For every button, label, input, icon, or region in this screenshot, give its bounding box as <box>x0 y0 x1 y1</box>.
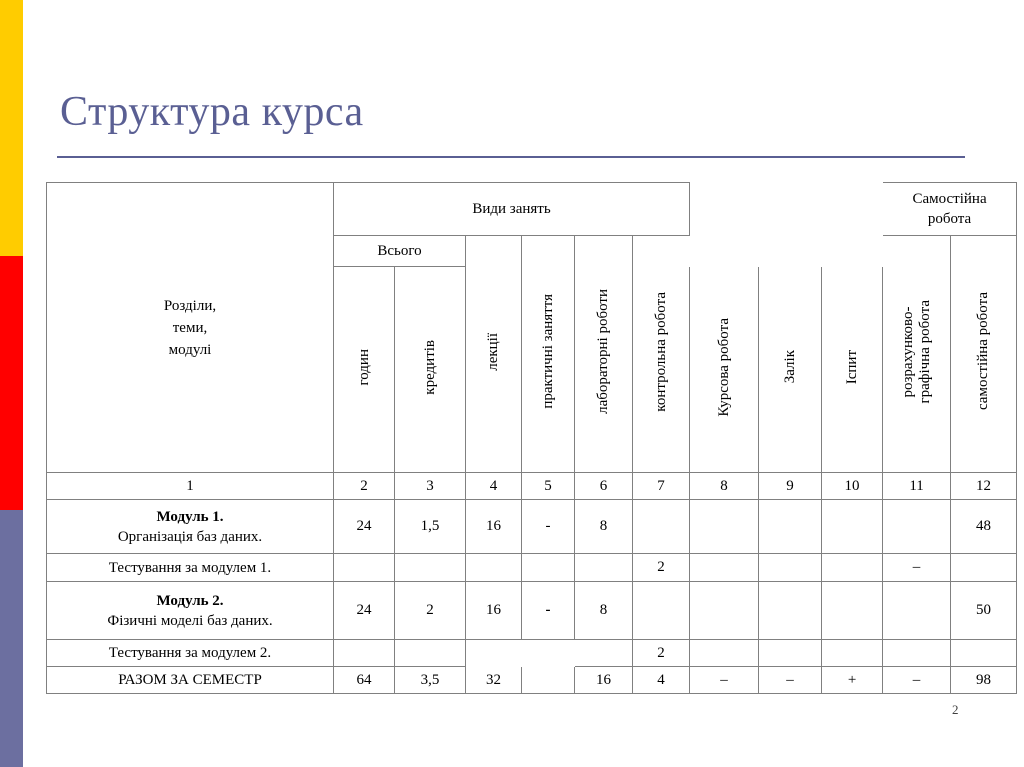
header-spacer-kursova <box>690 183 759 267</box>
row-label-module-1-bold: Модуль 1. <box>156 508 224 525</box>
header-label-kursova-robota: Курсова робота <box>715 317 732 417</box>
table-row <box>47 500 1017 554</box>
header-label-hodyn: годин <box>355 348 372 386</box>
header-cell-samostiyna-robota-group <box>883 183 1017 236</box>
header-cell-vsogo: Всього <box>334 236 466 267</box>
cell-m2-samostiyna: 50 <box>951 582 1017 640</box>
cell-total-lektsii: 32 <box>466 667 522 694</box>
cell-m1-kredytiv: 1,5 <box>395 500 466 554</box>
number-cell-2: 2 <box>334 473 395 500</box>
cell-m1-hodyn: 24 <box>334 500 395 554</box>
rgr-line-1: розрахунково- <box>899 305 916 398</box>
header-label-lektsii: лекції <box>485 332 501 371</box>
cell-m2-kursova <box>690 582 759 640</box>
number-cell-1: 1 <box>47 473 334 500</box>
table-header-row-groups <box>47 183 1017 236</box>
cell-t1-lektsii <box>466 554 522 582</box>
row-label-module-1 <box>47 500 334 554</box>
cell-t2-kontrolna: 2 <box>633 640 690 667</box>
cell-t1-hodyn <box>334 554 395 582</box>
header-label-samostiyna-robota: самостійна робота <box>975 292 992 411</box>
header-cell-praktychni-zanyattya <box>522 236 575 473</box>
cell-m1-praktychni: - <box>522 500 575 554</box>
cell-t1-laboratorni <box>575 554 633 582</box>
cell-m2-laboratorni: 8 <box>575 582 633 640</box>
number-cell-11: 11 <box>883 473 951 500</box>
cell-total-rgr: – <box>883 667 951 694</box>
cell-total-praktychni <box>522 667 575 694</box>
row-label-module-2-bold: Модуль 2. <box>156 592 224 609</box>
cell-t2-ispyt <box>822 640 883 667</box>
cell-t2-hodyn <box>334 640 395 667</box>
samostiyna-group-line-1: Самостійна <box>912 191 987 207</box>
header-label-ispyt: Іспит <box>843 349 860 385</box>
header-cell-hodyn <box>334 267 395 473</box>
cell-m1-rgr <box>883 500 951 554</box>
cell-m1-zalik <box>759 500 822 554</box>
row-label-module-1-rest: Організація баз даних. <box>117 528 263 545</box>
cell-t1-samostiyna <box>951 554 1017 582</box>
title-underline-rule <box>57 156 965 158</box>
cell-t2-rgr <box>883 640 951 667</box>
table-row <box>47 582 1017 640</box>
cell-t1-zalik <box>759 554 822 582</box>
row-label-test-2: Тестування за модулем 2. <box>47 640 334 667</box>
cell-t2-samostiyna <box>951 640 1017 667</box>
cell-t2-laboratorni <box>575 640 633 667</box>
cell-total-zalik: – <box>759 667 822 694</box>
row-label-test-1: Тестування за модулем 1. <box>47 554 334 582</box>
table-total-row <box>47 667 1017 694</box>
cell-total-kontrolna: 4 <box>633 667 690 694</box>
header-cell-kredytiv <box>395 267 466 473</box>
sidebar-band-red <box>0 256 23 510</box>
header-cell-laboratorni-roboty <box>575 236 633 473</box>
cell-t2-praktychni <box>522 640 575 667</box>
cell-t1-ispyt <box>822 554 883 582</box>
cell-total-ispyt: + <box>822 667 883 694</box>
cell-m1-lektsii: 16 <box>466 500 522 554</box>
header-line-3: модулі <box>168 341 212 358</box>
number-cell-9: 9 <box>759 473 822 500</box>
cell-m1-samostiyna: 48 <box>951 500 1017 554</box>
cell-t2-kursova <box>690 640 759 667</box>
cell-total-laboratorni: 16 <box>575 667 633 694</box>
sidebar-band-yellow <box>0 0 23 256</box>
header-cell-sections-themes-modules <box>47 183 334 473</box>
cell-m1-kontrolna <box>633 500 690 554</box>
row-label-module-2 <box>47 582 334 640</box>
cell-t1-kursova <box>690 554 759 582</box>
cell-total-kredytiv: 3,5 <box>395 667 466 694</box>
cell-m2-hodyn: 24 <box>334 582 395 640</box>
number-cell-6: 6 <box>575 473 633 500</box>
table-row <box>47 640 1017 667</box>
header-label-kontrolna-robota: контрольна робота <box>652 291 669 412</box>
header-cell-kontrolna-robota <box>633 236 690 473</box>
cell-total-kursova: – <box>690 667 759 694</box>
number-cell-5: 5 <box>522 473 575 500</box>
header-label-kredytiv: кредитів <box>421 339 438 395</box>
course-structure-table <box>46 182 1017 694</box>
cell-t1-praktychni <box>522 554 575 582</box>
cell-m1-ispyt <box>822 500 883 554</box>
header-line-1: Розділи, <box>163 297 217 314</box>
cell-m2-praktychni: - <box>522 582 575 640</box>
cell-m1-kursova <box>690 500 759 554</box>
header-line-2: теми, <box>172 319 208 336</box>
rgr-line-2: графічна робота <box>916 299 933 404</box>
cell-m1-laboratorni: 8 <box>575 500 633 554</box>
header-spacer-zalik <box>759 183 822 267</box>
number-cell-3: 3 <box>395 473 466 500</box>
cell-m2-kredytiv: 2 <box>395 582 466 640</box>
header-cell-zalik <box>759 267 822 473</box>
cell-m2-ispyt <box>822 582 883 640</box>
cell-t1-kredytiv <box>395 554 466 582</box>
table-number-row <box>47 473 1017 500</box>
samostiyna-group-line-2: робота <box>927 211 972 227</box>
header-cell-rozrakhunkovo-grafichna <box>883 236 951 473</box>
cell-m2-rgr <box>883 582 951 640</box>
number-cell-10: 10 <box>822 473 883 500</box>
number-cell-4: 4 <box>466 473 522 500</box>
course-structure-table-wrapper <box>46 182 992 694</box>
header-label-laboratorni-roboty: лабораторні роботи <box>595 289 611 414</box>
header-cell-lektsii <box>466 236 522 473</box>
header-spacer-ispyt <box>822 183 883 267</box>
header-label-rozrakhunkovo-grafichna <box>900 300 934 404</box>
header-label-zalik: Залік <box>781 350 798 384</box>
cell-total-hodyn: 64 <box>334 667 395 694</box>
header-cell-vydy-zanyat: Види занять <box>334 183 690 236</box>
row-label-total: РАЗОМ ЗА СЕМЕСТР <box>47 667 334 694</box>
row-label-module-2-rest: Фізичні моделі баз даних. <box>107 612 273 629</box>
decorative-color-sidebar <box>0 0 23 767</box>
number-cell-8: 8 <box>690 473 759 500</box>
cell-t1-rgr: – <box>883 554 951 582</box>
cell-t1-kontrolna: 2 <box>633 554 690 582</box>
number-cell-7: 7 <box>633 473 690 500</box>
header-label-praktychni-zanyattya: практичні заняття <box>539 294 556 409</box>
header-cell-kursova-robota <box>690 267 759 473</box>
number-cell-12: 12 <box>951 473 1017 500</box>
slide-title: Структура курса <box>60 89 364 135</box>
cell-t2-lektsii <box>466 640 522 667</box>
page-number: 2 <box>952 702 959 717</box>
cell-t2-zalik <box>759 640 822 667</box>
cell-t2-kredytiv <box>395 640 466 667</box>
cell-m2-zalik <box>759 582 822 640</box>
table-row <box>47 554 1017 582</box>
cell-total-samostiyna: 98 <box>951 667 1017 694</box>
sidebar-band-purple <box>0 510 23 767</box>
cell-m2-lektsii: 16 <box>466 582 522 640</box>
header-cell-ispyt <box>822 267 883 473</box>
header-cell-samostiyna-robota <box>951 236 1017 473</box>
cell-m2-kontrolna <box>633 582 690 640</box>
